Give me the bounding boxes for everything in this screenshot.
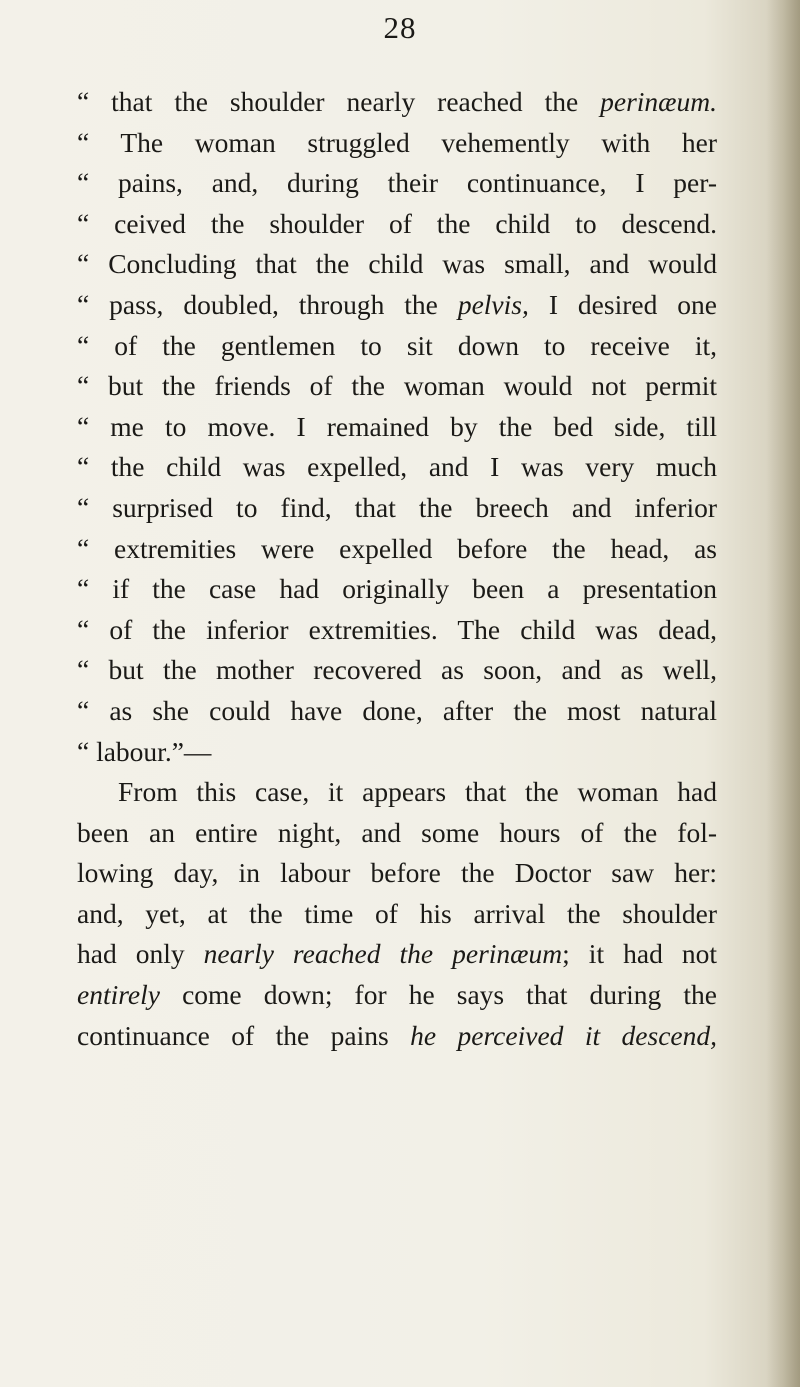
text-segment: “ me to move. I remained by the bed side, till — [77, 410, 717, 442]
text-segment: “ ceived the shoulder of the child to descend. — [77, 207, 717, 239]
italic-text: perinæum. — [600, 86, 717, 117]
page-edge-shadow — [766, 0, 800, 1387]
text-line — [77, 691, 717, 732]
text-segment: “ of the gentlemen to sit down to receive it, — [77, 329, 717, 361]
text-segment: “ of the inferior extremities. The child was dead, — [77, 613, 717, 645]
text-line — [77, 447, 717, 488]
italic-text: pelvis, — [457, 288, 529, 320]
text-segment: “ but the mother recovered as soon, and as well, — [77, 654, 717, 686]
text-segment: “ surprised to find, that the breech and inferior — [77, 491, 717, 523]
text-segment: From this case, it appears that the woman had — [118, 776, 717, 808]
text-line — [77, 123, 717, 164]
text-line — [77, 1016, 717, 1057]
text-segment: ; it had not — [562, 938, 717, 970]
text-segment: I desired one — [528, 288, 717, 320]
paragraph — [77, 772, 717, 1056]
text-segment: lowing day, in labour before the Doctor saw her: — [77, 857, 717, 889]
text-segment: “ The woman struggled vehemently with her — [77, 126, 717, 158]
text-line — [77, 326, 717, 367]
paragraph — [77, 82, 717, 772]
text-line — [77, 569, 717, 610]
text-line — [77, 772, 717, 813]
text-segment: had only — [77, 938, 204, 970]
italic-text: entirely — [77, 979, 160, 1011]
text-line — [77, 488, 717, 529]
text-line — [77, 813, 717, 854]
text-segment: “ but the friends of the woman would not permit — [77, 370, 717, 402]
text-line — [77, 650, 717, 691]
text-line — [77, 204, 717, 245]
text-line — [77, 366, 717, 407]
page-number: 28 — [383, 10, 417, 45]
text-segment: continuance of the pains — [77, 1019, 411, 1051]
body-text — [77, 82, 717, 1056]
text-line — [77, 82, 717, 123]
text-line — [77, 732, 717, 773]
text-line — [77, 853, 717, 894]
text-line — [77, 163, 717, 204]
text-segment: and, yet, at the time of his arrival the shoulder — [77, 897, 717, 929]
text-line — [77, 894, 717, 935]
italic-text: he perceived it descend, — [410, 1019, 717, 1051]
text-segment: “ that the shoulder nearly reached the — [77, 86, 601, 117]
text-line — [77, 934, 717, 975]
text-segment: “ extremities were expelled before the head, as — [77, 532, 717, 564]
text-segment: “ labour.”— — [77, 735, 212, 767]
italic-text: nearly reached the perinæum — [203, 938, 563, 970]
text-segment: “ Concluding that the child was small, and would — [77, 248, 717, 280]
text-segment: been an entire night, and some hours of the fol- — [77, 816, 717, 848]
text-segment: “ as she could have done, after the most natural — [77, 694, 717, 726]
text-segment: “ the child was expelled, and I was very much — [77, 451, 717, 483]
text-line — [77, 285, 717, 326]
text-line — [77, 610, 717, 651]
text-segment: “ if the case had originally been a presentation — [77, 573, 717, 605]
text-line — [77, 244, 717, 285]
text-segment: come down; for he says that during the — [159, 979, 717, 1011]
text-line — [77, 975, 717, 1016]
text-line — [77, 529, 717, 570]
text-segment: “ pains, and, during their continuance, I per- — [77, 167, 717, 199]
text-line — [77, 407, 717, 448]
text-segment: “ pass, doubled, through the — [77, 288, 458, 320]
